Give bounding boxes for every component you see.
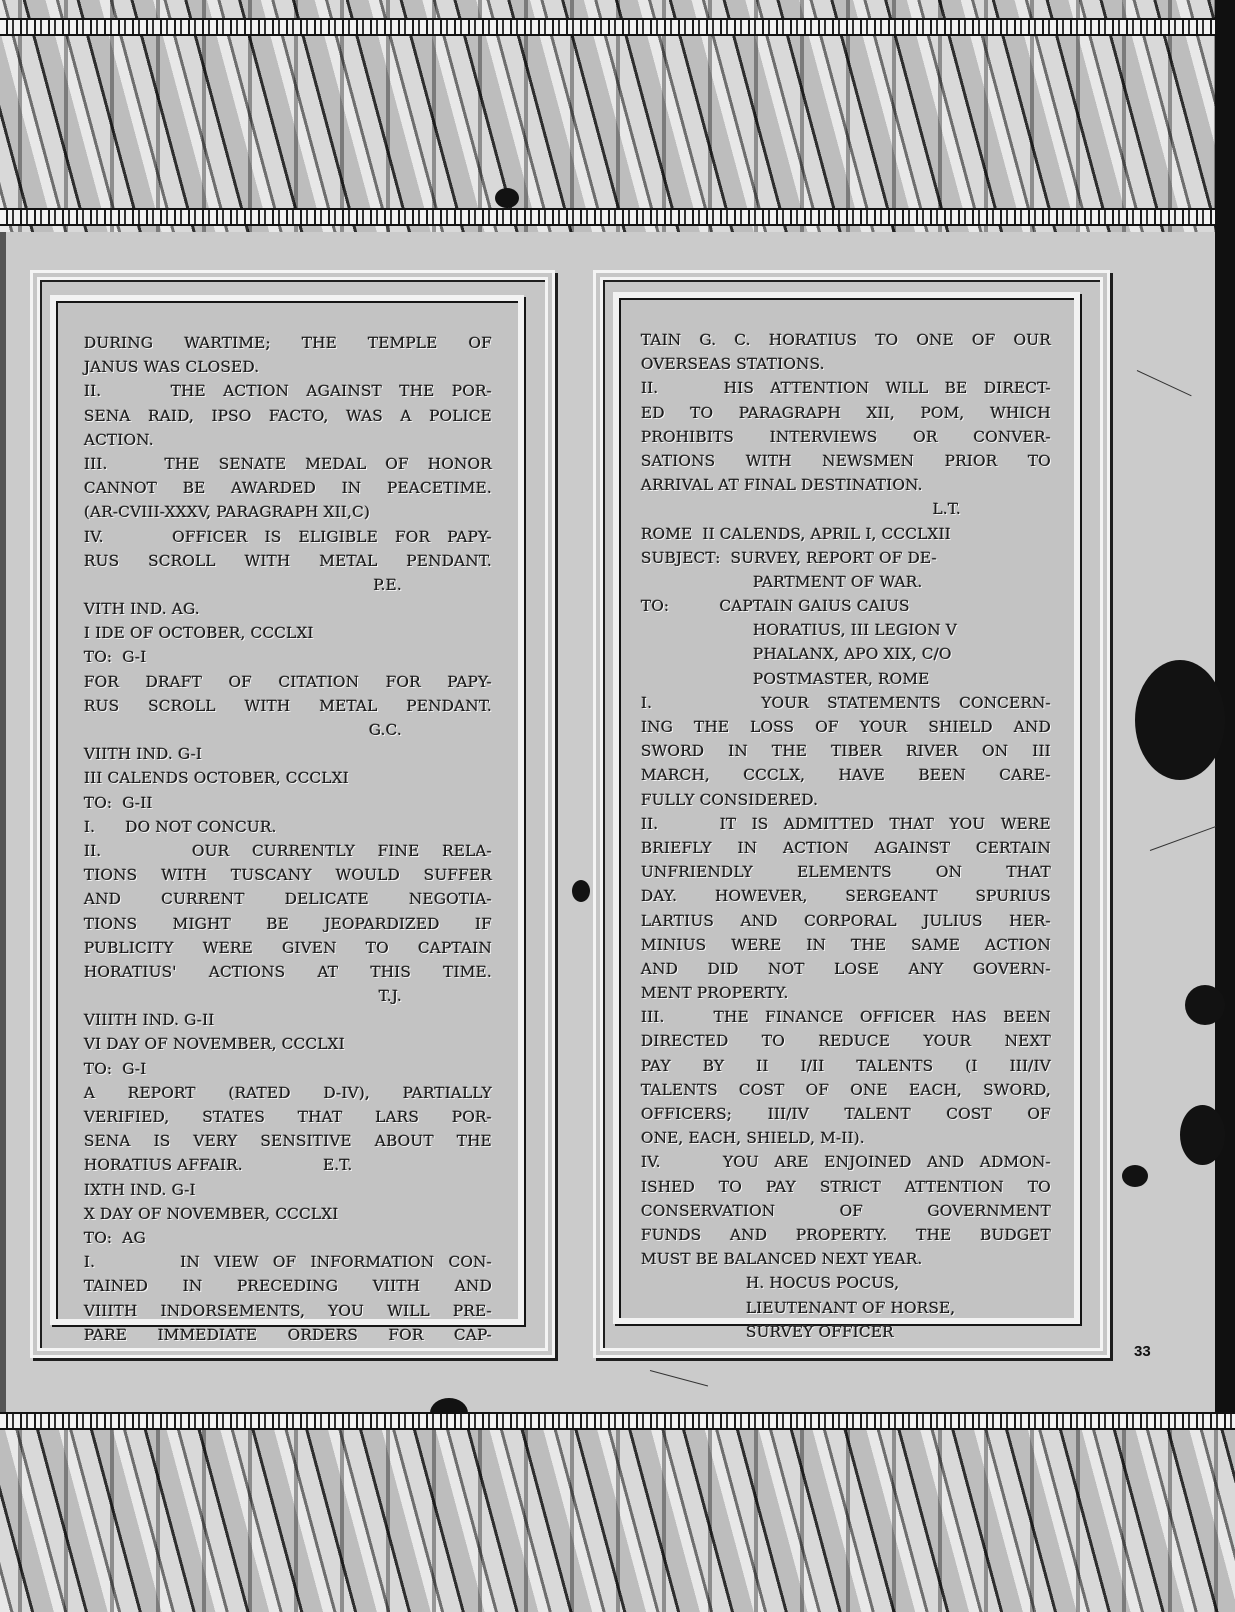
text-line: PUBLICITY WERE GIVEN TO CAPTAIN [84, 938, 492, 957]
text-line: III. THE SENATE MEDAL OF HONOR [84, 454, 492, 473]
text-line: I IDE OF OCTOBER, CCCLXI [84, 624, 314, 643]
text-line: CONSERVATION OF GOVERNMENT [641, 1201, 1051, 1220]
text-line: MUST BE BALANCED NEXT YEAR. [641, 1250, 923, 1269]
left-tablet [50, 295, 524, 1344]
indorsement-heading: VITH IND. AG. [84, 600, 200, 619]
text-line: TIONS WITH TUSCANY WOULD SUFFER [84, 866, 492, 885]
crack-line [1150, 826, 1216, 851]
bottom-frieze-border [0, 1412, 1235, 1430]
signature-name: H. HOCUS POCUS, [746, 1274, 900, 1293]
left-tablet-text [84, 331, 492, 1347]
text-line: FOR DRAFT OF CITATION FOR PAPY- [84, 672, 492, 691]
signature-rank: LIEUTENANT OF HORSE, [746, 1298, 956, 1317]
ink-blot [1122, 1165, 1148, 1187]
text-line: TO: G-I [84, 648, 147, 667]
text-line: RUS SCROLL WITH METAL PENDANT. [84, 696, 492, 715]
addressee-line: TO: CAPTAIN GAIUS CAIUS [641, 597, 910, 616]
text-line: II. THE ACTION AGAINST THE POR- [84, 382, 492, 401]
ink-blot [1185, 985, 1225, 1025]
ink-blot [1135, 660, 1225, 780]
top-frieze-border [0, 18, 1235, 36]
top-frieze-lower-border [0, 208, 1235, 226]
text-line: ACTION. [84, 430, 154, 449]
signature-initials: P.E. [373, 575, 402, 594]
text-line: FULLY CONSIDERED. [641, 790, 819, 809]
text-line: PAY BY II I/II TALENTS (I III/IV [641, 1056, 1051, 1075]
text-line: TO: G-II [84, 793, 153, 812]
right-tablet-text [641, 328, 1051, 1344]
crack-line [1137, 370, 1192, 396]
text-line: CANNOT BE AWARDED IN PEACETIME. [84, 479, 492, 498]
text-line: BRIEFLY IN ACTION AGAINST CERTAIN [641, 838, 1051, 857]
text-line: DAY. HOWEVER, SERGEANT SPURIUS [641, 887, 1051, 906]
text-line: SWORD IN THE TIBER RIVER ON III [641, 742, 1051, 761]
text-line: ISHED TO PAY STRICT ATTENTION TO [641, 1177, 1051, 1196]
text-line: PARE IMMEDIATE ORDERS FOR CAP- [84, 1325, 492, 1344]
crack-line [650, 1370, 708, 1386]
text-line: AND DID NOT LOSE ANY GOVERN- [641, 959, 1051, 978]
text-line: A REPORT (RATED D-IV), PARTIALLY [84, 1083, 492, 1102]
page-right-edge [1215, 0, 1235, 1612]
text-line: IV. OFFICER IS ELIGIBLE FOR PAPY- [84, 527, 492, 546]
text-line: I. YOUR STATEMENTS CONCERN- [641, 693, 1051, 712]
text-line: FUNDS AND PROPERTY. THE BUDGET [641, 1225, 1051, 1244]
page-left-edge [0, 232, 6, 1412]
signature-initials: L.T. [932, 500, 961, 519]
text-line: II. IT IS ADMITTED THAT YOU WERE [641, 814, 1051, 833]
text-line: VERIFIED, STATES THAT LARS POR- [84, 1108, 492, 1126]
signature-title: SURVEY OFFICER [746, 1322, 894, 1341]
text-line: POSTMASTER, ROME [753, 669, 930, 688]
right-tablet [613, 292, 1080, 1341]
text-line: HORATIUS, III LEGION V [753, 621, 958, 640]
text-line: SATIONS WITH NEWSMEN PRIOR TO [641, 451, 1051, 470]
ink-blot [495, 188, 519, 208]
indorsement-heading: VIIITH IND. G-II [84, 1011, 215, 1030]
indorsement-heading: IXTH IND. G-I [84, 1180, 196, 1199]
text-line: III. THE FINANCE OFFICER HAS BEEN [641, 1008, 1051, 1027]
page-number: 33 [1134, 1343, 1151, 1360]
text-line: I. DO NOT CONCUR. [84, 817, 277, 836]
subject-line: SUBJECT: SURVEY, REPORT OF DE- [641, 548, 937, 567]
text-line: II. HIS ATTENTION WILL BE DIRECT- [641, 379, 1051, 398]
text-line: IV. YOU ARE ENJOINED AND ADMON- [641, 1153, 1051, 1172]
text-line: MARCH, CCCLX, HAVE BEEN CARE- [641, 766, 1051, 785]
text-line: OVERSEAS STATIONS. [641, 355, 825, 374]
text-line: PHALANX, APO XIX, C/O [753, 645, 952, 664]
text-line: SENA IS VERY SENSITIVE ABOUT THE [84, 1132, 492, 1151]
signature-initials: T.J. [378, 987, 402, 1006]
text-line: SENA RAID, IPSO FACTO, WAS A POLICE [84, 406, 492, 425]
text-line: AND CURRENT DELICATE NEGOTIA- [84, 890, 492, 909]
text-line: DIRECTED TO REDUCE YOUR NEXT [641, 1032, 1051, 1051]
text-line: TO: AG [84, 1228, 146, 1247]
text-line: ING THE LOSS OF YOUR SHIELD AND [641, 718, 1051, 736]
text-line: JANUS WAS CLOSED. [84, 358, 260, 377]
text-line: ROME II CALENDS, APRIL I, CCCLXII [641, 524, 951, 543]
bottom-relief-frieze [0, 1412, 1235, 1612]
text-line: (AR-CVIII-XXXV, PARAGRAPH XII,C) [84, 503, 371, 522]
text-line: DURING WARTIME; THE TEMPLE OF [84, 334, 492, 352]
text-line: TO: G-I [84, 1059, 147, 1078]
indorsement-heading: VIITH IND. G-I [84, 745, 203, 764]
text-line: TAIN G. C. HORATIUS TO ONE OF OUR [641, 331, 1051, 349]
text-line: RUS SCROLL WITH METAL PENDANT. [84, 551, 492, 570]
text-line: PROHIBITS INTERVIEWS OR CONVER- [641, 427, 1051, 446]
text-line: I. IN VIEW OF INFORMATION CON- [84, 1253, 492, 1272]
text-line: LARTIUS AND CORPORAL JULIUS HER- [641, 911, 1051, 930]
text-line: VI DAY OF NOVEMBER, CCCLXI [84, 1035, 345, 1054]
text-line: ONE, EACH, SHIELD, M-II). [641, 1129, 865, 1148]
text-line: ED TO PARAGRAPH XII, POM, WHICH [641, 403, 1051, 422]
text-line: MENT PROPERTY. [641, 984, 789, 1003]
text-line: VIIITH INDORSEMENTS, YOU WILL PRE- [84, 1301, 492, 1320]
text-line: MINIUS WERE IN THE SAME ACTION [641, 935, 1051, 954]
text-line: X DAY OF NOVEMBER, CCCLXI [84, 1204, 339, 1223]
text-line: ARRIVAL AT FINAL DESTINATION. [641, 476, 923, 495]
text-line: UNFRIENDLY ELEMENTS ON THAT [641, 863, 1051, 882]
text-line: OFFICERS; III/IV TALENT COST OF [641, 1105, 1051, 1123]
text-line: II. OUR CURRENTLY FINE RELA- [84, 841, 492, 860]
text-line: TAINED IN PRECEDING VIITH AND [84, 1277, 492, 1296]
text-line: TALENTS COST OF ONE EACH, SWORD, [641, 1080, 1051, 1099]
text-line: TIONS MIGHT BE JEOPARDIZED IF [84, 914, 492, 933]
ink-blot [572, 880, 590, 902]
text-line: HORATIUS AFFAIR. E.T. [84, 1156, 353, 1175]
ink-blot [1180, 1105, 1225, 1165]
text-line: HORATIUS' ACTIONS AT THIS TIME. [84, 962, 492, 981]
signature-initials: G.C. [368, 721, 402, 739]
text-line: PARTMENT OF WAR. [753, 572, 923, 591]
text-line: III CALENDS OCTOBER, CCCLXI [84, 769, 349, 788]
